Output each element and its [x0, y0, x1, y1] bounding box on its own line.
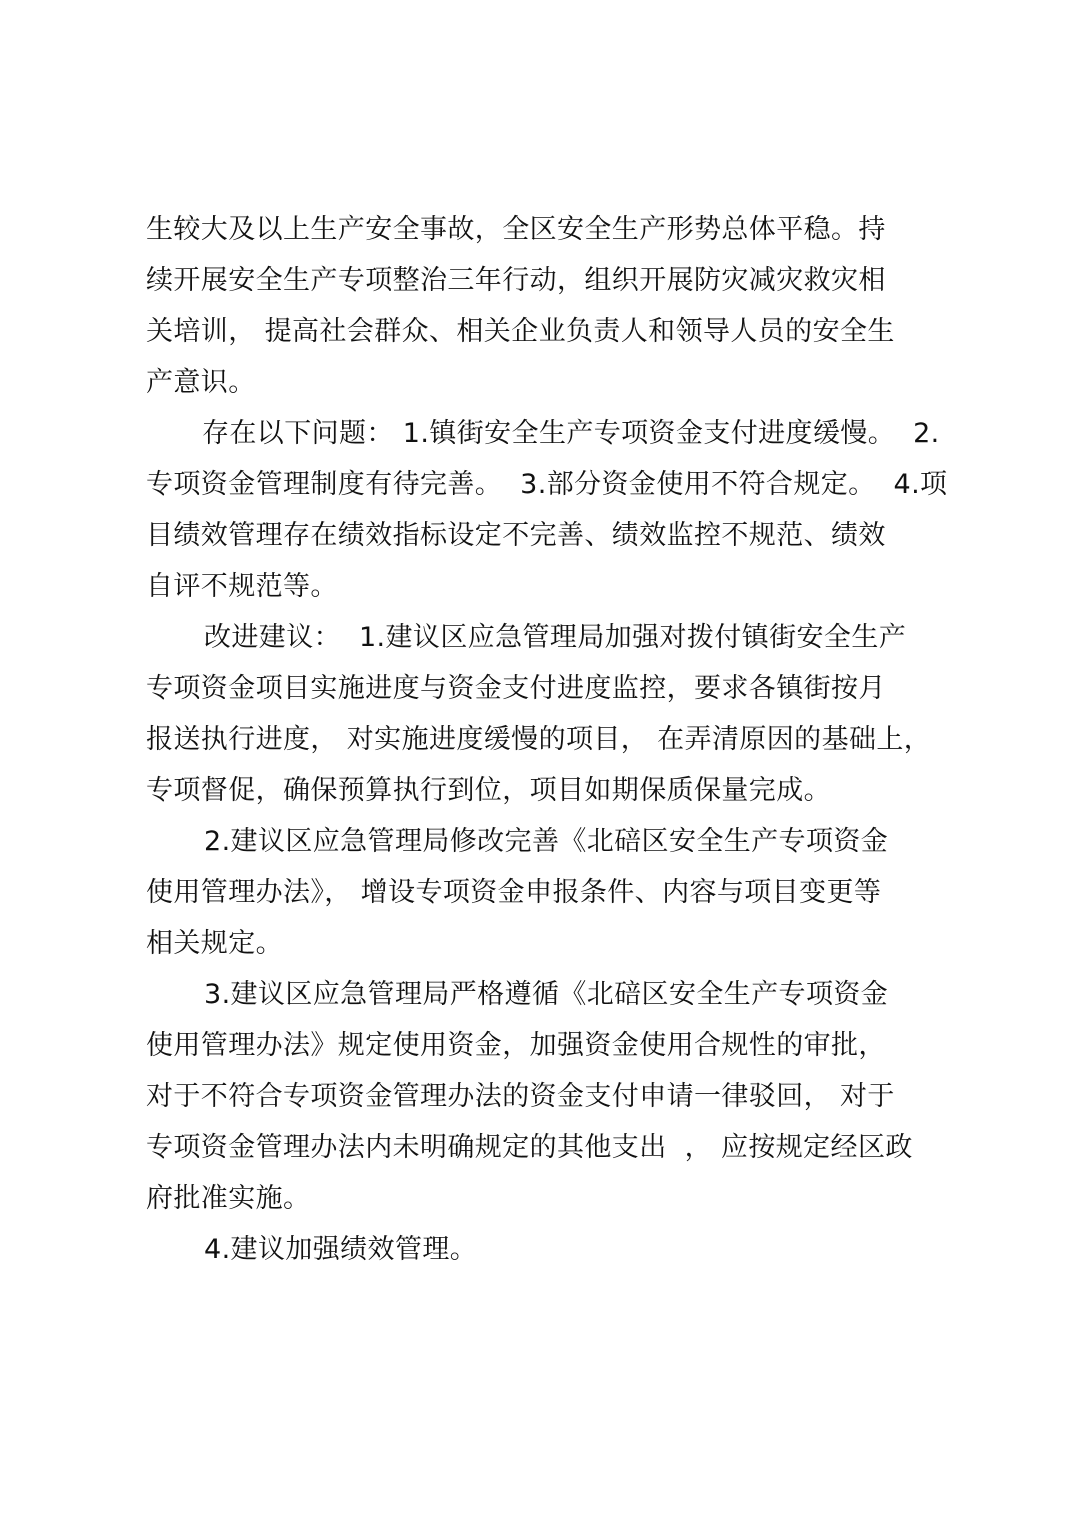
problems-paragraph-start: 存在以下问题： 1.镇街安全生产专项资金支付进度缓慢。 2. [202, 418, 940, 449]
text-line-6: 专项资金管理制度有待完善。 3.部分资金使用不符合规定。 4.项 [146, 469, 948, 500]
text-line-17: 使用管理办法》规定使用资金，加强资金使用合规性的审批， [146, 1030, 886, 1061]
text-line-11: 报送执行进度， 对实施进度缓慢的项目， 在弄清原因的基础上， [146, 724, 932, 755]
suggestion-2-start: 2.建议区应急管理局修改完善《北碚区安全生产专项资金 [204, 826, 889, 857]
text-line-1: 生较大及以上生产安全事故，全区安全生产形势总体平稳。持 [146, 214, 886, 245]
text-line-18: 对于不符合专项资金管理办法的资金支付申请一律驳回， 对于 [146, 1081, 895, 1112]
text-line-14: 使用管理办法》， 增设专项资金申报条件、内容与项目变更等 [146, 877, 882, 908]
text-line-7: 目绩效管理存在绩效指标设定不完善、绩效监控不规范、绩效 [146, 520, 886, 551]
text-line-12: 专项督促，确保预算执行到位，项目如期保质保量完成。 [146, 775, 831, 806]
text-line-2: 续开展安全生产专项整治三年行动，组织开展防灾减灾救灾相 [146, 265, 886, 296]
text-line-8: 自评不规范等。 [146, 571, 338, 602]
text-line-20: 府批准实施。 [146, 1183, 311, 1214]
suggestions-paragraph-start: 改进建议： 1.建议区应急管理局加强对拨付镇街安全生产 [204, 622, 907, 653]
text-line-3: 关培训， 提高社会群众、相关企业负责人和领导人员的安全生 [146, 316, 895, 347]
suggestion-3-start: 3.建议区应急管理局严格遵循《北碚区安全生产专项资金 [204, 979, 889, 1010]
text-line-4: 产意识。 [146, 367, 256, 398]
suggestion-4: 4.建议加强绩效管理。 [204, 1234, 478, 1265]
text-line-15: 相关规定。 [146, 928, 283, 959]
text-line-19: 专项资金管理办法内未明确规定的其他支出 ， 应按规定经区政 [146, 1132, 913, 1163]
text-line-10: 专项资金项目实施进度与资金支付进度监控，要求各镇街按月 [146, 673, 886, 704]
